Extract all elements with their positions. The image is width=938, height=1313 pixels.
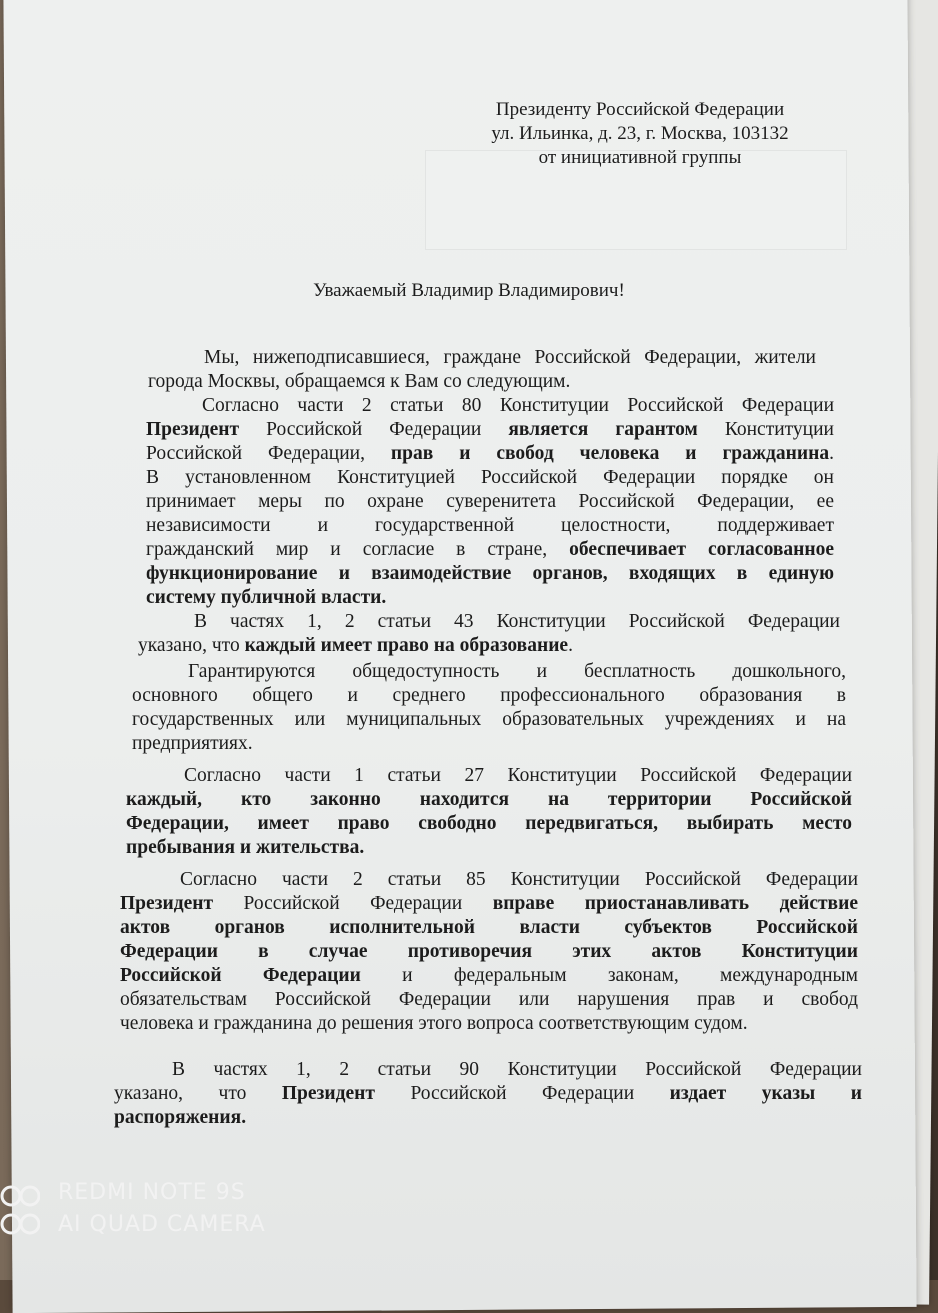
text-line: города Москвы, обращаемся к Вам со следующим.: [148, 371, 571, 392]
salutation: Уважаемый Владимир Владимирович!: [313, 280, 625, 301]
text-line: Федерации, имеет право свободно передвигаться, выбирать место: [126, 813, 852, 834]
text-span: .: [568, 635, 573, 656]
camera-watermark: [0, 1176, 300, 1246]
text-span: указано, что: [114, 1083, 282, 1104]
watermark-model: REDMI NOTE 9S: [58, 1180, 246, 1205]
camera-lens-icon: [0, 1182, 40, 1238]
text-line: Согласно части 1 статьи 27 Конституции Российской Федерации: [184, 765, 852, 786]
text-line: [146, 418, 834, 442]
text-line: [138, 634, 840, 658]
text-line: В установленном Конституцией Российской Федерации порядке он: [146, 467, 834, 488]
text-line: В частях 1, 2 статьи 90 Конституции Российской Федерации: [172, 1059, 862, 1080]
text-line: Гарантируются общедоступность и бесплатность дошкольного,: [188, 661, 846, 682]
text-span: и федеральным законам, международным: [360, 965, 858, 986]
text-line: [120, 964, 858, 988]
watermark-camera: AI QUAD CAMERA: [58, 1212, 266, 1237]
text-line: функционирование и взаимодействие органов, входящих в единую: [146, 563, 834, 584]
text-span: Российской Федерации: [213, 893, 493, 914]
text-line: человека и гражданина до решения этого вопроса соответствующим судом.: [120, 1013, 748, 1034]
text-span: гражданский мир и согласие в стране,: [146, 539, 570, 560]
paragraph-education-guarantee: [132, 660, 846, 756]
bold-text: каждый имеет право на образование: [244, 635, 569, 656]
bold-text: вправе приостанавливать действие: [492, 893, 858, 914]
text-line: Согласно части 2 статьи 80 Конституции Российской Федерации: [202, 395, 834, 416]
bold-text: Президент: [120, 893, 214, 914]
bold-text: Президент: [281, 1083, 375, 1104]
text-line: [120, 892, 858, 916]
text-line: государственных или муниципальных образовательных учреждениях и на: [132, 709, 846, 730]
paragraph-article-80: [146, 394, 834, 610]
bold-text: Российской Федерации: [120, 965, 361, 986]
bold-text: Президент: [146, 419, 240, 440]
text-span: указано, что: [138, 635, 245, 656]
text-line: основного общего и среднего профессионального образования в: [132, 685, 846, 706]
addressee-line: Президенту Российской Федерации: [495, 99, 785, 120]
text-line: пребывания и жительства.: [126, 837, 365, 858]
addressee-block: [440, 98, 840, 170]
text-line: принимает меры по охране суверенитета Российской Федерации, ее: [146, 491, 834, 512]
paragraph-article-43: [138, 610, 840, 658]
bold-text: является гарантом: [508, 419, 698, 440]
text-line: [114, 1082, 862, 1106]
paragraph-article-90: [114, 1058, 862, 1130]
text-line: предприятиях.: [132, 733, 253, 754]
text-span: Конституции: [697, 419, 834, 440]
text-span: Российской Федерации: [374, 1083, 670, 1104]
address-line: ул. Ильинка, д. 23, г. Москва, 103132: [491, 123, 789, 144]
bold-text: прав и свобод человека и гражданина: [390, 443, 830, 464]
text-line: обязательствам Российской Федерации или нарушения прав и свобод: [120, 989, 858, 1010]
sender-line: от инициативной группы: [538, 147, 742, 168]
text-span: .: [829, 443, 834, 464]
text-line: систему публичной власти.: [146, 587, 387, 608]
text-line: Мы, нижеподписавшиеся, граждане Российской Федерации, жители: [204, 347, 816, 368]
text-span: Российской Федерации,: [146, 443, 391, 464]
paragraph-article-85: [120, 868, 858, 1036]
bold-text: обеспечивает согласованное: [569, 539, 835, 560]
text-line: независимости и государственной целостности, поддерживает: [146, 515, 834, 536]
bold-text: издает указы и: [669, 1083, 862, 1104]
text-line: распоряжения.: [114, 1107, 247, 1128]
text-line: [146, 538, 834, 562]
text-line: Согласно части 2 статьи 85 Конституции Российской Федерации: [180, 869, 858, 890]
text-span: Российской Федерации: [239, 419, 509, 440]
text-line: [146, 442, 834, 466]
text-line: Федерации в случае противоречия этих актов Конституции: [120, 941, 858, 962]
paragraph-article-27: [126, 764, 852, 860]
text-line: каждый, кто законно находится на территории Российской: [126, 789, 852, 810]
paragraph-intro: [148, 346, 816, 394]
text-line: В частях 1, 2 статьи 43 Конституции Российской Федерации: [194, 611, 840, 632]
text-line: актов органов исполнительной власти субъектов Российской: [120, 917, 858, 938]
